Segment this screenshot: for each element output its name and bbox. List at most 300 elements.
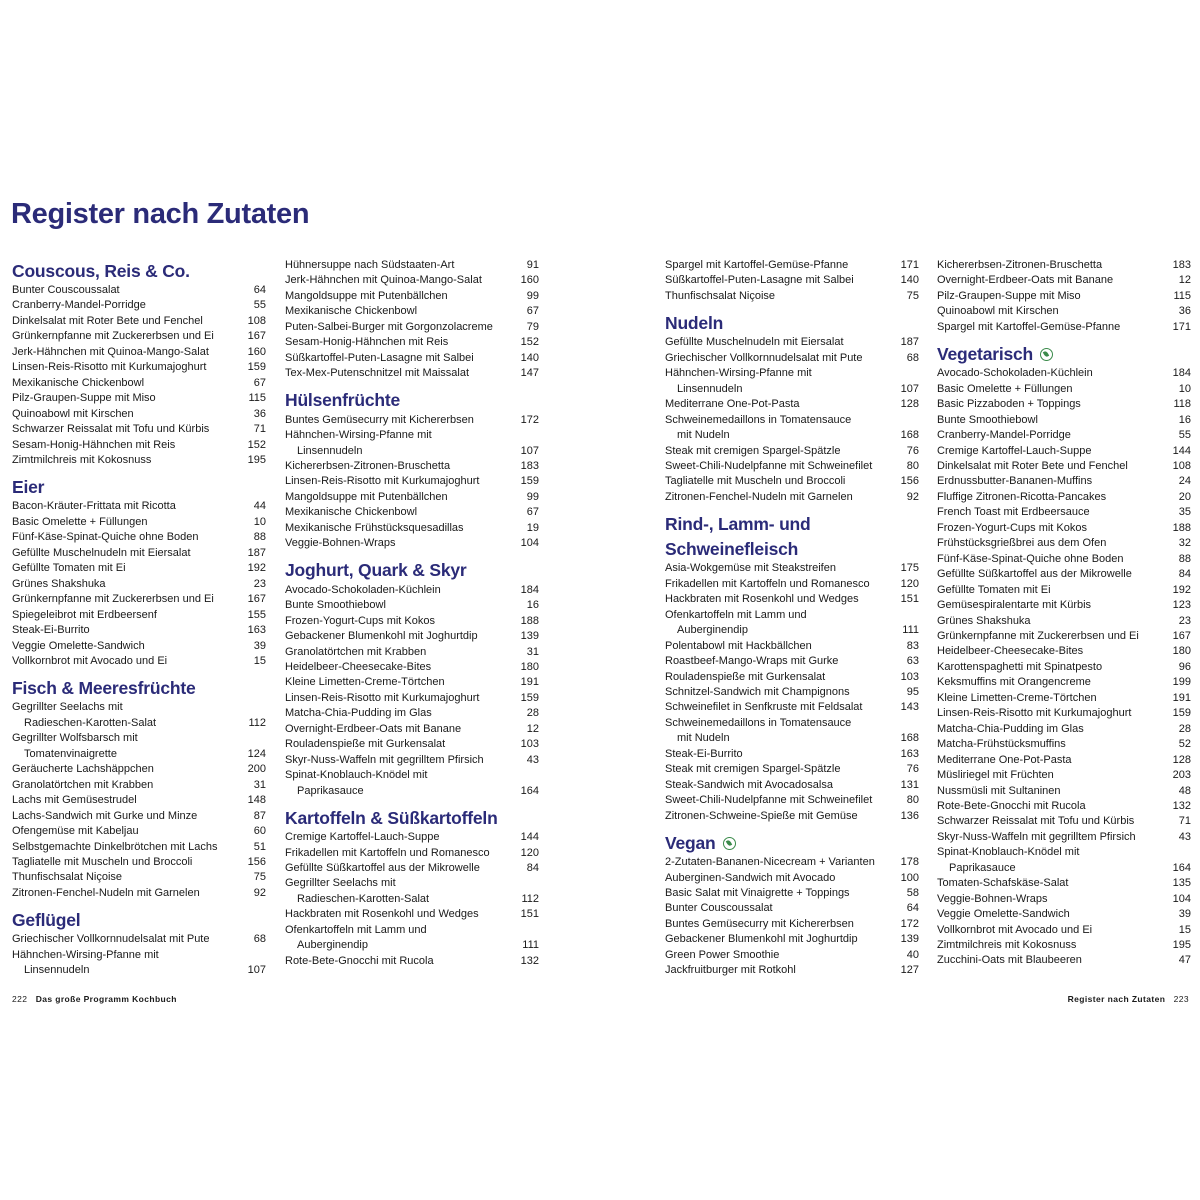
entry-title <box>12 561 240 576</box>
entry-title-line1: Gefüllte Süßkartoffel aus der Mikrowelle <box>937 568 1132 581</box>
index-entry <box>937 660 1191 675</box>
index-column-4 <box>937 258 1191 969</box>
index-entry <box>665 413 919 444</box>
entry-title-line1: Roastbeef-Mango-Wraps mit Gurke <box>665 655 839 668</box>
entry-page-number: 183 <box>520 459 539 472</box>
entry-page-number: 16 <box>1178 413 1191 426</box>
entry-page-number: 192 <box>1172 583 1191 596</box>
entry-title <box>937 289 1165 304</box>
entry-page-number: 172 <box>520 413 539 426</box>
entry-title <box>285 660 513 675</box>
entry-title-line1: Grünkernpfanne mit Zuckererbsen und Ei <box>937 629 1139 642</box>
index-entry <box>12 283 266 298</box>
entry-title-line1: Schweinemedaillons in Tomatensauce <box>665 413 852 426</box>
entry-title-line1: Linsen-Reis-Risotto mit Kurkumajoghurt <box>937 707 1132 720</box>
index-entry <box>665 444 919 459</box>
entry-page-number: 171 <box>1172 320 1191 333</box>
entry-page-number: 112 <box>521 892 539 905</box>
entry-title <box>285 598 513 613</box>
index-entry <box>12 654 266 669</box>
entry-title <box>937 845 1165 876</box>
index-entry <box>937 892 1191 907</box>
entry-title <box>285 304 513 319</box>
index-entry <box>285 490 539 505</box>
index-entry <box>665 474 919 489</box>
entry-page-number: 71 <box>253 423 266 436</box>
entry-title <box>665 397 893 412</box>
entry-title-line2: Paprikasauce <box>949 861 1016 874</box>
entry-title-line1: Buntes Gemüsecurry mit Kichererbsen <box>665 917 854 930</box>
entry-title-line1: Avocado-Schokoladen-Küchlein <box>937 367 1093 380</box>
entry-page-number: 167 <box>1172 629 1191 642</box>
entry-title <box>12 360 240 375</box>
index-entry <box>12 530 266 545</box>
entry-title-line1: Avocado-Schokoladen-Küchlein <box>285 583 441 596</box>
entry-title-line1: Basic Omelette + Füllungen <box>937 382 1073 395</box>
entry-title <box>937 629 1165 644</box>
vegan-leaf-icon <box>723 837 736 850</box>
entry-page-number: 15 <box>253 654 266 667</box>
section-heading <box>937 341 1191 366</box>
entry-title <box>665 747 893 762</box>
entry-title-line1: Spinat-Knoblauch-Knödel mit <box>285 769 428 782</box>
index-entry <box>665 747 919 762</box>
index-entry <box>285 583 539 598</box>
entry-title-line1: Hühnersuppe nach Südstaaten-Art <box>285 259 455 271</box>
entry-title <box>285 876 513 907</box>
entry-page-number: 44 <box>253 500 266 513</box>
index-entry <box>12 639 266 654</box>
entry-page-number: 71 <box>1178 815 1191 828</box>
entry-title-line1: Granolatörtchen mit Krabben <box>285 645 427 658</box>
entry-title <box>12 809 240 824</box>
index-entry <box>12 608 266 623</box>
entry-page-number: 180 <box>520 660 539 673</box>
index-entry <box>665 397 919 412</box>
entry-title-line1: Ofenkartoffeln mit Lamm und <box>285 923 427 936</box>
index-entry <box>665 490 919 505</box>
entry-title-line1: Fluffige Zitronen-Ricotta-Pancakes <box>937 490 1107 503</box>
entry-page-number: 107 <box>520 444 539 457</box>
entry-title-line2: Auberginendip <box>677 624 748 637</box>
entry-title <box>937 459 1165 474</box>
entry-title <box>937 737 1165 752</box>
entry-page-number: 151 <box>900 593 919 606</box>
entry-title <box>285 521 513 536</box>
entry-title-line1: Hähnchen-Wirsing-Pfanne mit <box>285 429 432 442</box>
index-entry <box>285 768 539 799</box>
entry-title-line1: Schnitzel-Sandwich mit Champignons <box>665 685 850 698</box>
index-entry <box>12 762 266 777</box>
section-vegan <box>665 830 919 979</box>
entry-title <box>285 846 513 861</box>
page-title: Register nach Zutaten <box>11 198 310 230</box>
index-entry <box>12 422 266 437</box>
entry-title-line1: Erdnussbutter-Bananen-Muffins <box>937 475 1093 488</box>
entry-title <box>937 382 1165 397</box>
entry-title-line1: Sesam-Honig-Hähnchen mit Reis <box>12 438 176 451</box>
entry-title-line1: Kleine Limetten-Creme-Törtchen <box>937 691 1097 704</box>
entry-title <box>285 645 513 660</box>
entry-title-line1: Jackfruitburger mit Rotkohl <box>665 964 796 977</box>
entry-title <box>665 592 893 607</box>
entry-title <box>937 722 1165 737</box>
index-entry <box>12 623 266 638</box>
entry-title <box>285 954 513 969</box>
entry-title-line1: Schweinemedaillons in Tomatensauce <box>665 716 852 729</box>
entry-title <box>12 592 240 607</box>
entry-page-number: 107 <box>900 382 919 395</box>
entry-page-number: 171 <box>900 259 919 271</box>
entry-title-line1: Geräucherte Lachshäppchen <box>12 763 154 776</box>
entry-title <box>937 258 1165 273</box>
index-column-1 <box>12 258 266 979</box>
entry-page-number: 84 <box>526 861 539 874</box>
entry-title <box>937 814 1165 829</box>
entry-page-number: 152 <box>520 336 539 349</box>
index-entry <box>285 351 539 366</box>
section-heading-text: Kartoffeln & Süßkartoffeln <box>285 807 498 828</box>
entry-page-number: 48 <box>1178 784 1191 797</box>
index-entry <box>937 644 1191 659</box>
entry-page-number: 103 <box>520 738 539 751</box>
entry-title <box>665 793 893 808</box>
entry-page-number: 104 <box>1172 892 1191 905</box>
entry-title-line1: Linsen-Reis-Risotto mit Kurkumajoghurt <box>285 691 480 704</box>
entry-title-line1: Hackbraten mit Rosenkohl und Wedges <box>665 593 859 606</box>
index-entry <box>937 583 1191 598</box>
entry-title-line1: Cremige Kartoffel-Lauch-Suppe <box>937 444 1092 457</box>
entry-title <box>285 413 513 428</box>
index-entry <box>665 963 919 978</box>
entry-page-number: 23 <box>1178 614 1191 627</box>
index-entry <box>285 521 539 536</box>
section-hülsenfrüchte <box>285 388 539 552</box>
entry-title <box>937 706 1165 721</box>
entry-page-number: 10 <box>1178 382 1191 395</box>
entry-title-line1: Tagliatelle mit Muscheln und Broccoli <box>12 855 193 868</box>
entry-title-line1: Steak-Ei-Burrito <box>665 747 743 760</box>
index-entry <box>665 639 919 654</box>
entry-title <box>12 515 240 530</box>
index-entry <box>285 907 539 922</box>
index-entry <box>12 855 266 870</box>
entry-page-number: 135 <box>1172 877 1191 890</box>
entry-title-line1: Steak-Ei-Burrito <box>12 624 90 637</box>
entry-title <box>665 273 893 288</box>
entry-page-number: 131 <box>900 778 919 791</box>
entry-title-line1: Griechischer Vollkornnudelsalat mit Pute <box>12 933 210 946</box>
index-entry <box>665 670 919 685</box>
index-entry <box>937 320 1191 335</box>
entry-title-line1: Steak mit cremigen Spargel-Spätzle <box>665 444 841 457</box>
entry-page-number: 83 <box>906 639 919 652</box>
index-entry <box>937 753 1191 768</box>
index-entry <box>665 901 919 916</box>
entry-title-line1: Matcha-Chia-Pudding im Glas <box>285 707 432 720</box>
index-entry <box>285 691 539 706</box>
index-entry <box>285 598 539 613</box>
section-heading-text: Joghurt, Quark & Skyr <box>285 560 467 581</box>
entry-title-line1: Gebackener Blumenkohl mit Joghurtdip <box>285 630 478 643</box>
entry-title <box>937 474 1165 489</box>
index-entry <box>285 675 539 690</box>
entry-page-number: 191 <box>1172 691 1191 704</box>
entry-title-line1: Sweet-Chili-Nudelpfanne mit Schweinefilet <box>665 794 873 807</box>
entry-title-line1: Kichererbsen-Zitronen-Bruschetta <box>937 259 1103 271</box>
entry-title-line1: Cranberry-Mandel-Porridge <box>12 299 146 312</box>
entry-title-line1: Quinoabowl mit Kirschen <box>937 305 1059 318</box>
entry-title-line1: Frühstücksgrießbrei aus dem Ofen <box>937 537 1107 550</box>
entry-page-number: 178 <box>900 856 919 869</box>
entry-page-number: 183 <box>1172 259 1191 271</box>
entry-title <box>12 345 240 360</box>
index-entry <box>937 768 1191 783</box>
entry-title-line1: Mediterrane One-Pot-Pasta <box>937 753 1072 766</box>
index-entry <box>12 886 266 901</box>
entry-page-number: 32 <box>1178 537 1191 550</box>
index-entry <box>937 521 1191 536</box>
index-entry <box>665 561 919 576</box>
section-heading <box>665 511 919 536</box>
index-entry <box>12 407 266 422</box>
index-entry <box>937 552 1191 567</box>
section-label: Register nach Zutaten <box>1067 994 1166 1004</box>
index-entry <box>285 289 539 304</box>
index-entry <box>12 391 266 406</box>
index-entry <box>665 948 919 963</box>
entry-page-number: 31 <box>526 645 539 658</box>
entry-title-line1: Tex-Mex-Putenschnitzel mit Maissalat <box>285 367 470 380</box>
entry-page-number: 156 <box>900 475 919 488</box>
entry-title-line1: French Toast mit Erdbeersauce <box>937 506 1090 519</box>
entry-title-line1: Zimtmilchreis mit Kokosnuss <box>937 939 1077 952</box>
index-entry <box>12 577 266 592</box>
entry-title <box>665 366 893 397</box>
index-entry <box>12 561 266 576</box>
entry-title <box>665 444 893 459</box>
entry-title-line1: Bunter Couscoussalat <box>665 902 773 915</box>
entry-title-line1: Basic Pizzaboden + Toppings <box>937 398 1081 411</box>
entry-title <box>665 335 893 350</box>
entry-title-line1: Süßkartoffel-Puten-Lasagne mit Salbei <box>285 351 474 364</box>
entry-title-line1: Buntes Gemüsecurry mit Kichererbsen <box>285 413 474 426</box>
section-vegetarisch <box>937 341 1191 969</box>
index-entry <box>285 459 539 474</box>
entry-page-number: 96 <box>1178 660 1191 673</box>
entry-page-number: 111 <box>902 624 919 637</box>
entry-title-line1: Tomaten-Schafskäse-Salat <box>937 877 1069 890</box>
entry-title <box>12 438 240 453</box>
entry-page-number: 132 <box>1172 799 1191 812</box>
index-entry <box>937 691 1191 706</box>
entry-title <box>937 598 1165 613</box>
entry-page-number: 156 <box>247 855 266 868</box>
entry-title <box>12 314 240 329</box>
entry-page-number: 55 <box>253 299 266 312</box>
entry-page-number: 155 <box>247 608 266 621</box>
section-heading-line2: Schweinefleisch <box>665 538 799 559</box>
entry-page-number: 36 <box>1178 305 1191 318</box>
section-heading-text: Nudeln <box>665 312 724 333</box>
index-entry <box>665 700 919 715</box>
entry-title <box>285 320 513 335</box>
entry-page-number: 159 <box>1172 707 1191 720</box>
entry-page-number: 164 <box>520 784 539 797</box>
entry-page-number: 144 <box>1172 444 1191 457</box>
entry-title-line1: Gefüllte Tomaten mit Ei <box>937 583 1051 596</box>
entry-title-line1: Rote-Bete-Gnocchi mit Rucola <box>285 954 434 967</box>
entry-title <box>12 453 240 468</box>
entry-title <box>285 691 513 706</box>
entry-page-number: 144 <box>520 831 539 844</box>
entry-title <box>665 932 893 947</box>
entry-page-number: 152 <box>247 438 266 451</box>
index-entry <box>665 762 919 777</box>
entry-title <box>12 639 240 654</box>
index-entry <box>937 567 1191 582</box>
footer-left <box>12 994 177 1004</box>
entry-title <box>12 407 240 422</box>
index-entry <box>937 814 1191 829</box>
entry-title-line1: Grünkernpfanne mit Zuckererbsen und Ei <box>12 593 214 606</box>
entry-page-number: 10 <box>253 515 266 528</box>
section-heading <box>285 388 539 413</box>
index-entry <box>665 809 919 824</box>
entry-page-number: 80 <box>906 459 919 472</box>
entry-title-line2: mit Nudeln <box>677 732 730 745</box>
index-entry <box>285 753 539 768</box>
entry-page-number: 76 <box>906 763 919 776</box>
index-entry <box>12 592 266 607</box>
entry-title-line1: Asia-Wokgemüse mit Steakstreifen <box>665 562 836 575</box>
index-column-2 <box>285 258 539 969</box>
index-entry <box>285 335 539 350</box>
index-entry <box>665 577 919 592</box>
entry-title-line1: Grünkernpfanne mit Zuckererbsen und Ei <box>12 330 214 343</box>
entry-page-number: 180 <box>1172 645 1191 658</box>
entry-title <box>937 490 1165 505</box>
entry-page-number: 31 <box>253 778 266 791</box>
entry-page-number: 51 <box>253 840 266 853</box>
entry-title <box>937 567 1165 582</box>
page-number-right: 223 <box>1173 994 1189 1004</box>
index-entry <box>937 938 1191 953</box>
entry-title <box>937 938 1165 953</box>
section-kartoffeln-süßkartoffeln <box>285 805 539 969</box>
entry-page-number: 139 <box>520 630 539 643</box>
entry-title-line1: Pilz-Graupen-Suppe mit Miso <box>12 392 156 405</box>
entry-title-line1: Gefüllte Muschelnudeln mit Eiersalat <box>12 546 191 559</box>
entry-title <box>937 521 1165 536</box>
entry-page-number: 64 <box>253 284 266 296</box>
entry-page-number: 39 <box>253 639 266 652</box>
section-joghurt-quark-skyr <box>285 558 539 799</box>
entry-title <box>665 289 893 304</box>
index-entry <box>937 428 1191 443</box>
entry-title-line1: Pilz-Graupen-Suppe mit Miso <box>937 289 1081 302</box>
entry-title <box>285 366 513 381</box>
entry-title <box>665 778 893 793</box>
entry-title <box>12 546 240 561</box>
entry-page-number: 195 <box>247 453 266 466</box>
section-heading <box>665 310 919 335</box>
entry-title <box>12 731 240 762</box>
entry-title-line1: Spiegeleibrot mit Erdbeersenf <box>12 608 157 621</box>
entry-title-line1: Jerk-Hähnchen mit Quinoa-Mango-Salat <box>12 345 209 358</box>
entry-page-number: 43 <box>1178 830 1191 843</box>
index-entry <box>12 329 266 344</box>
entry-page-number: 52 <box>1178 738 1191 751</box>
entry-page-number: 28 <box>1178 722 1191 735</box>
entry-page-number: 124 <box>247 747 266 760</box>
entry-title <box>12 376 240 391</box>
entry-title <box>285 428 513 459</box>
section-continued <box>665 258 919 304</box>
index-entry <box>285 505 539 520</box>
entry-title-line1: Zitronen-Schweine-Spieße mit Gemüse <box>665 809 858 822</box>
entry-title <box>665 474 893 489</box>
entry-page-number: 167 <box>247 330 266 343</box>
entry-title-line1: Skyr-Nuss-Waffeln mit gegrilltem Pfirsich <box>285 753 484 766</box>
entry-title <box>285 923 513 954</box>
entry-title-line1: Lachs mit Gemüsestrudel <box>12 794 137 807</box>
index-entry <box>285 258 539 273</box>
index-entry <box>665 685 919 700</box>
entry-page-number: 108 <box>247 314 266 327</box>
entry-page-number: 187 <box>900 336 919 349</box>
index-entry <box>665 351 919 366</box>
entry-title <box>937 892 1165 907</box>
entry-title <box>665 762 893 777</box>
entry-page-number: 43 <box>526 753 539 766</box>
index-entry <box>12 345 266 360</box>
entry-page-number: 92 <box>906 490 919 503</box>
section-heading <box>12 474 266 499</box>
entry-title <box>937 413 1165 428</box>
entry-page-number: 15 <box>1178 923 1191 936</box>
entry-title <box>285 505 513 520</box>
index-entry <box>12 809 266 824</box>
entry-title-line1: Steak-Sandwich mit Avocadosalsa <box>665 778 833 791</box>
entry-title <box>937 830 1165 845</box>
entry-title <box>12 422 240 437</box>
index-entry <box>12 948 266 979</box>
index-entry <box>937 304 1191 319</box>
entry-title <box>665 917 893 932</box>
entry-page-number: 64 <box>906 902 919 915</box>
entry-title <box>12 530 240 545</box>
entry-page-number: 23 <box>253 577 266 590</box>
entry-title-line1: Green Power Smoothie <box>665 948 780 961</box>
entry-page-number: 104 <box>520 537 539 550</box>
entry-page-number: 188 <box>520 614 539 627</box>
entry-title-line1: Polentabowl mit Hackbällchen <box>665 639 812 652</box>
entry-title <box>285 706 513 721</box>
entry-title-line1: Frikadellen mit Kartoffeln und Romanesco <box>285 846 490 859</box>
entry-title <box>12 762 240 777</box>
entry-title <box>12 623 240 638</box>
entry-title-line1: Zimtmilchreis mit Kokosnuss <box>12 453 152 466</box>
index-entry <box>12 700 266 731</box>
entry-title-line2: Radieschen-Karotten-Salat <box>297 892 430 905</box>
entry-page-number: 60 <box>253 825 266 838</box>
section-rind-lamm-und <box>665 511 919 824</box>
entry-title-line1: Vollkornbrot mit Avocado und Ei <box>12 654 168 667</box>
entry-title <box>12 778 240 793</box>
entry-title-line1: Rouladenspieße mit Gurkensalat <box>285 738 446 751</box>
entry-title-line1: Hähnchen-Wirsing-Pfanne mit <box>665 367 812 380</box>
